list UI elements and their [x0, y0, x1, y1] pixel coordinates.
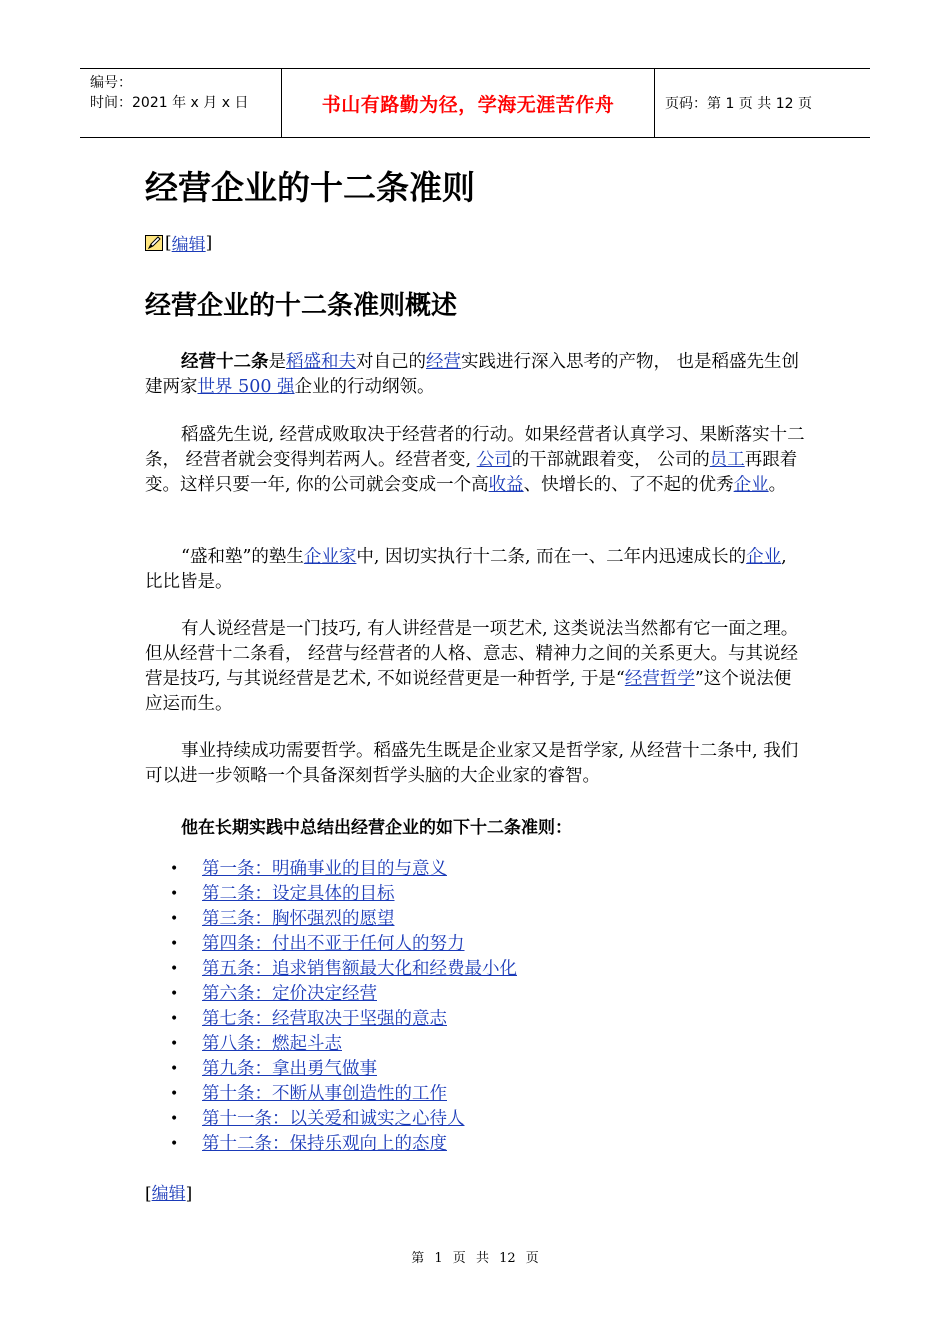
bullet-icon: • — [170, 1061, 179, 1077]
rules-list — [170, 857, 517, 1157]
footer-total-pages: 12 — [499, 1251, 516, 1266]
paragraph-success — [145, 739, 805, 789]
text-run: 。 — [768, 475, 787, 495]
text-run: 、快增长的、了不起的优秀 — [523, 475, 734, 495]
paragraph-intro — [145, 350, 805, 400]
footer-text: 页 — [452, 1251, 466, 1266]
bold-term: 经营十二条 — [181, 352, 269, 372]
text-run: 企业的行动纲领。 — [294, 377, 435, 397]
rule-link[interactable]: 第八条：燃起斗志 — [202, 1034, 342, 1054]
bullet-icon: • — [170, 911, 179, 927]
list-item — [170, 1132, 517, 1157]
link-entrepreneur[interactable]: 企业家 — [303, 547, 357, 567]
bullet-icon: • — [170, 936, 179, 952]
link-company[interactable]: 公司 — [476, 450, 512, 470]
rule-link[interactable]: 第六条：定价决定经营 — [202, 984, 377, 1004]
edit-bracket-close: ] — [205, 232, 213, 253]
bullet-icon: • — [170, 1011, 179, 1027]
text-run: 稻盛先生说, 经营成败取决于经营者的行动。如果经营者认真学习、果断落实十二条， 经营者就会变得判若两人。经营者变, — [145, 425, 805, 470]
rule-link[interactable]: 第十二条：保持乐观向上的态度 — [202, 1134, 447, 1154]
edit-link[interactable]: 编辑 — [171, 235, 206, 255]
time-label: 时间：2021 年 x 月 x 日 — [90, 95, 249, 111]
edit-link-bottom[interactable]: 编辑 — [151, 1184, 186, 1204]
paragraph-philosophy — [145, 617, 805, 717]
link-enterprise-2[interactable]: 企业 — [746, 547, 782, 567]
edit-bracket-open: [ — [165, 232, 172, 253]
document-title: 经营企业的十二条准则 — [145, 168, 475, 207]
rule-link[interactable]: 第三条：胸怀强烈的愿望 — [202, 909, 395, 929]
text-run: ”这个说法便应运而生。 — [145, 669, 792, 714]
rule-link[interactable]: 第七条：经营取决于坚强的意志 — [202, 1009, 447, 1029]
bullet-icon: • — [170, 1036, 179, 1052]
text-run: 事业持续成功需要哲学。稻盛先生既是企业家又是哲学家, 从经营十二条中, 我们可以进一步领略一个具备深刻哲学头脑的大企业家的睿智。 — [145, 741, 799, 786]
paragraph-seiwajuku — [145, 545, 805, 595]
list-item — [170, 932, 517, 957]
rule-link[interactable]: 第一条：明确事业的目的与意义 — [202, 859, 447, 879]
text-run: “盛和塾”的塾生 — [181, 547, 304, 567]
number-label: 编号： — [90, 75, 132, 91]
header-motto: 书山有路勤为径，学海无涯苦作舟 — [282, 69, 655, 137]
list-item — [170, 1082, 517, 1107]
edit-bracket-close: ] — [185, 1184, 193, 1204]
list-item — [170, 857, 517, 882]
bullet-icon: • — [170, 961, 179, 977]
page-footer — [0, 1247, 950, 1266]
link-fortune-500[interactable]: 世界 500 强 — [197, 377, 295, 397]
list-item — [170, 1032, 517, 1057]
list-item — [170, 982, 517, 1007]
bullet-icon: • — [170, 986, 179, 1002]
text-run: 中, 因切实执行十二条, 而在一、二年内迅速成长的 — [356, 547, 747, 567]
edit-line-bottom — [145, 1179, 192, 1204]
section-title: 经营企业的十二条准则概述 — [145, 291, 458, 321]
footer-page-number: 1 — [434, 1251, 443, 1266]
bullet-icon: • — [170, 861, 179, 877]
bullet-icon: • — [170, 1111, 179, 1127]
rule-link[interactable]: 第十条：不断从事创造性的工作 — [202, 1084, 447, 1104]
edit-pencil-icon[interactable] — [145, 235, 163, 251]
edit-line-top — [145, 230, 212, 255]
bullet-icon: • — [170, 1136, 179, 1152]
link-management[interactable]: 经营 — [426, 352, 461, 372]
text-run: , 比比皆是。 — [145, 547, 787, 592]
footer-text: 共 — [475, 1251, 489, 1266]
list-item — [170, 1107, 517, 1132]
text-run: 实践进行深入思考的产物， 也是稻盛先生创建两家 — [145, 352, 800, 397]
list-item — [170, 1007, 517, 1032]
paragraph-action — [145, 423, 805, 498]
rule-link[interactable]: 第五条：追求销售额最大化和经费最小化 — [202, 959, 517, 979]
bullet-icon: • — [170, 886, 179, 902]
link-revenue[interactable]: 收益 — [488, 475, 524, 495]
rule-link[interactable]: 第四条：付出不亚于任何人的努力 — [202, 934, 465, 954]
text-run: 对自己的 — [356, 352, 426, 372]
text-run: 有人说经营是一门技巧, 有人讲经营是一项艺术, 这类说法当然都有它一面之理。但从经营十二条看， 经营与经营者的人格、意志、精神力之间的关系更大。与其说经营是技巧, 与其说经营是艺术, 不如说经营更是一种哲学, 于是“ — [145, 619, 799, 689]
page-header — [80, 68, 870, 138]
header-meta — [80, 69, 282, 137]
footer-text: 第 — [411, 1251, 425, 1266]
bullet-icon: • — [170, 1086, 179, 1102]
footer-text: 页 — [525, 1251, 539, 1266]
rule-link[interactable]: 第二条：设定具体的目标 — [202, 884, 395, 904]
list-intro: 他在长期实践中总结出经营企业的如下十二条准则： — [181, 818, 572, 838]
text-run: 的干部就跟着变， 公司的 — [511, 450, 710, 470]
list-item — [170, 957, 517, 982]
rule-link[interactable]: 第九条：拿出勇气做事 — [202, 1059, 377, 1079]
list-item — [170, 907, 517, 932]
link-inamori[interactable]: 稻盛和夫 — [286, 352, 356, 372]
list-item — [170, 882, 517, 907]
text-run: 再跟着变。这样只要一年, 你的公司就会变成一个高 — [145, 450, 798, 495]
list-item — [170, 1057, 517, 1082]
rule-link[interactable]: 第十一条：以关爱和诚实之心待人 — [202, 1109, 465, 1129]
text-run: 是 — [268, 352, 286, 372]
link-management-philosophy[interactable]: 经营哲学 — [624, 669, 695, 689]
link-enterprise[interactable]: 企业 — [733, 475, 769, 495]
header-page-label: 页码：第 1 页 共 12 页 — [665, 96, 812, 112]
edit-bracket-open: [ — [145, 1184, 152, 1204]
link-employee[interactable]: 员工 — [709, 450, 745, 470]
